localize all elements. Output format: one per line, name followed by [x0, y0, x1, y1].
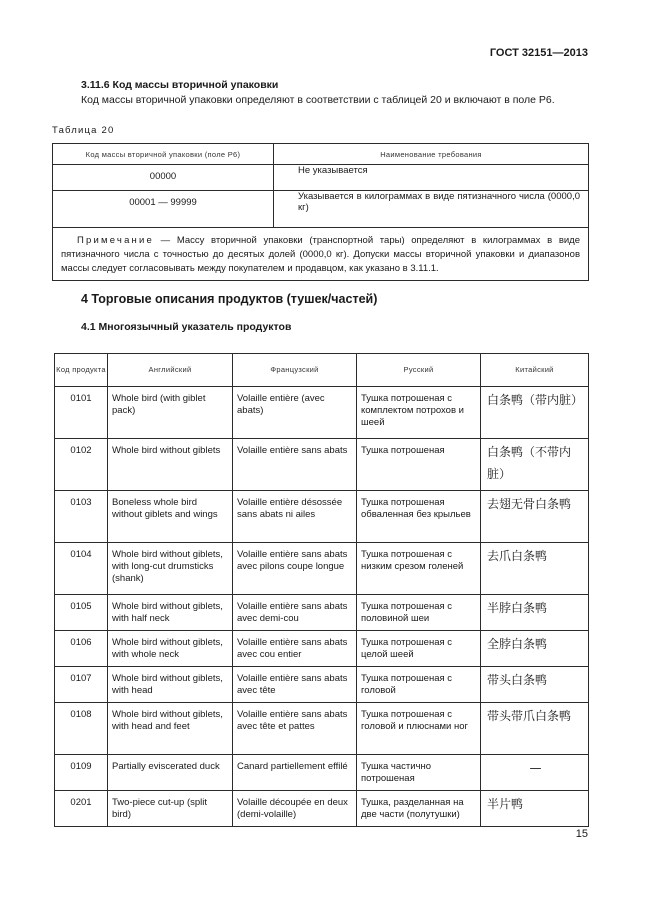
product-english: Boneless whole bird without giblets and wings: [108, 491, 233, 543]
product-code: 0106: [55, 631, 108, 667]
product-code: 0101: [55, 387, 108, 439]
product-chinese: 带头带爪白条鸭: [481, 703, 589, 755]
section-4-title: 4 Торговые описания продуктов (тушек/частей): [81, 292, 378, 306]
header-english: Английский: [108, 354, 233, 387]
product-chinese: 带头白条鸭: [481, 667, 589, 703]
table-row: [55, 703, 589, 755]
product-code: 0105: [55, 595, 108, 631]
product-french: Volaille entière (avec abats): [233, 387, 357, 439]
product-code: 0109: [55, 755, 108, 791]
product-chinese: —: [481, 755, 589, 791]
product-english: Whole bird without giblets, with long-cut drumsticks (shank): [108, 543, 233, 595]
table-row: [55, 667, 589, 703]
header-russian: Русский: [357, 354, 481, 387]
table-row: [55, 439, 589, 491]
product-french: Volaille entière désossée sans abats ni ailes: [233, 491, 357, 543]
product-code: 0103: [55, 491, 108, 543]
table-row: [53, 165, 589, 191]
table-row: [55, 595, 589, 631]
product-french: Canard partiellement effilé: [233, 755, 357, 791]
product-english: Whole bird without giblets: [108, 439, 233, 491]
product-english: Whole bird without giblets, with head: [108, 667, 233, 703]
product-code: 0108: [55, 703, 108, 755]
section-4-1-title: 4.1 Многоязычный указатель продуктов: [81, 321, 292, 333]
table-20-header-code: Код массы вторичной упаковки (поле Р6): [53, 144, 274, 165]
product-index-table: [54, 353, 589, 827]
table-20-requirement-cell: Указывается в килограммах в виде пятизначного числа (0000,0 кг): [274, 191, 589, 228]
page-number: 15: [575, 828, 588, 840]
product-english: Two-piece cut-up (split bird): [108, 791, 233, 827]
product-chinese: 去翅无骨白条鸭: [481, 491, 589, 543]
product-russian: Тушка потрошеная: [357, 439, 481, 491]
table-20-requirement-cell: Не указывается: [274, 165, 589, 191]
table-20-code-cell: 00001 — 99999: [53, 191, 274, 228]
product-russian: Тушка частично потрошеная: [357, 755, 481, 791]
product-chinese: 全脖白条鸭: [481, 631, 589, 667]
product-russian: Тушка потрошеная с половиной шеи: [357, 595, 481, 631]
product-english: Partially eviscerated duck: [108, 755, 233, 791]
product-russian: Тушка потрошеная с комплектом потрохов и шеей: [357, 387, 481, 439]
table-row: [55, 387, 589, 439]
table-20: [52, 143, 589, 281]
table-20-header-requirement: Наименование требования: [274, 144, 589, 165]
product-french: Volaille entière sans abats: [233, 439, 357, 491]
product-english: Whole bird without giblets, with half neck: [108, 595, 233, 631]
product-code: 0102: [55, 439, 108, 491]
product-code: 0201: [55, 791, 108, 827]
table-row: [53, 191, 589, 228]
product-french: Volaille entière sans abats avec pilons coupe longue: [233, 543, 357, 595]
product-english: Whole bird (with giblet pack): [108, 387, 233, 439]
product-english: Whole bird without giblets, with whole neck: [108, 631, 233, 667]
product-russian: Тушка потрошеная с целой шеей: [357, 631, 481, 667]
product-english: Whole bird without giblets, with head and feet: [108, 703, 233, 755]
product-french: Volaille entière sans abats avec demi-cou: [233, 595, 357, 631]
product-chinese: 白条鸭（不带内脏）: [481, 439, 589, 491]
product-code: 0107: [55, 667, 108, 703]
header-code: Код продукта: [55, 354, 108, 387]
product-french: Volaille entière sans abats avec cou entier: [233, 631, 357, 667]
product-code: 0104: [55, 543, 108, 595]
product-russian: Тушка потрошеная с головой и плюснами ног: [357, 703, 481, 755]
table-20-code-cell: 00000: [53, 165, 274, 191]
product-french: Volaille entière sans abats avec tête: [233, 667, 357, 703]
note-label: Примечание: [77, 235, 154, 246]
product-russian: Тушка потрошеная обваленная без крыльев: [357, 491, 481, 543]
table-row: [55, 755, 589, 791]
product-russian: Тушка потрошеная с низким срезом голеней: [357, 543, 481, 595]
product-chinese: 白条鸭（带内脏）: [481, 387, 589, 439]
header-french: Французский: [233, 354, 357, 387]
product-french: Volaille entière sans abats avec tête et pattes: [233, 703, 357, 755]
product-chinese: 半脖白条鸭: [481, 595, 589, 631]
section-3-11-6-body: Код массы вторичной упаковки определяют в соответствии с таблицей 20 и включают в поле Р6.: [81, 94, 555, 106]
table-row: [55, 631, 589, 667]
product-russian: Тушка потрошеная с головой: [357, 667, 481, 703]
table-row: [55, 543, 589, 595]
product-french: Volaille découpée en deux (demi-volaille): [233, 791, 357, 827]
product-chinese: 半片鸭: [481, 791, 589, 827]
note-text: — Массу вторичной упаковки (транспортной тары) определяют в килограммах в виде пятизначного числа с точностью до десятых долей (0000,0 кг). Допуски массы вторичной упаковки и диапазонов массы следует согласовывать между покупателем и продавцом, как указано в 3.11.1.: [61, 235, 580, 274]
product-russian: Тушка, разделанная на две части (полутушки): [357, 791, 481, 827]
product-chinese: 去爪白条鸭: [481, 543, 589, 595]
table-row: [55, 491, 589, 543]
table-20-caption: Таблица 20: [52, 125, 115, 136]
section-3-11-6-title: 3.11.6 Код массы вторичной упаковки: [81, 79, 279, 91]
standard-number: ГОСТ 32151—2013: [489, 47, 588, 59]
table-row: [55, 791, 589, 827]
header-chinese: Китайский: [481, 354, 589, 387]
table-20-note: [53, 228, 589, 281]
